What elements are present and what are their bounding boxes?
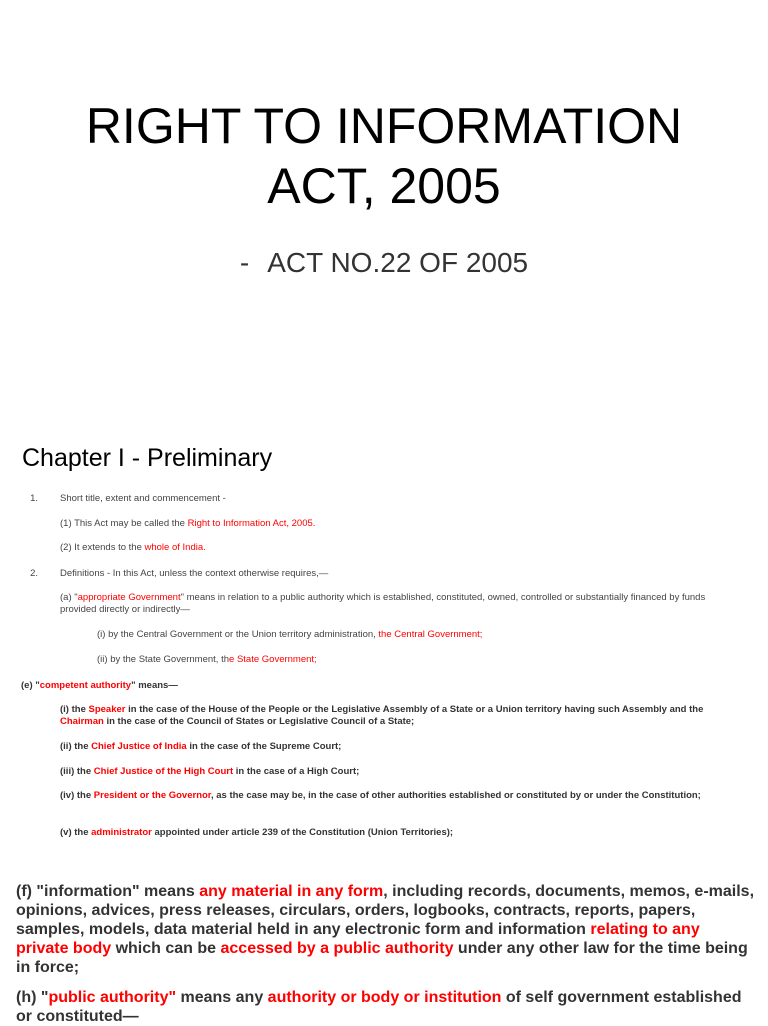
definition-text: of self government established or constituted— <box>16 989 742 1025</box>
definition-text: , including records, documents, memos, e-mails, opinions, advices, press releases, circulars, orders, logbooks, contracts, reports, papers, samples, models, data material held in any electronic form and information <box>16 883 755 938</box>
title-line-1: RIGHT TO INFORMATION <box>85 98 683 154</box>
item-text: Definitions - In this Act, unless the context otherwise requires,— <box>60 568 329 579</box>
title-slide <box>0 0 768 420</box>
sub-item <box>60 592 740 616</box>
sub-item-text: (a) " <box>60 592 78 603</box>
definition-text: in the case of a High Court; <box>233 766 360 777</box>
definition-e-ii <box>60 741 341 753</box>
chapter-title: Chapter I - Preliminary <box>22 444 273 472</box>
definition-text: " means— <box>131 680 178 691</box>
definition-text: in the case of the Supreme Court; <box>186 741 342 752</box>
highlight-text: public authority" <box>48 989 177 1006</box>
highlight-text: Chief Justice of the High Court <box>93 766 234 777</box>
highlight-text: any material in any form <box>199 883 384 900</box>
definition-text: in the case of the House of the People or the Legislative Assembly of a State or a Union territory having such Assembly and the <box>125 704 704 715</box>
highlight-text: e <box>229 654 235 665</box>
definition-text: (h) " <box>16 989 49 1006</box>
highlight-text: whole of India. <box>144 542 206 553</box>
definition-text: (ii) the <box>60 741 92 752</box>
definition-text: appointed under article 239 of the Constitution (Union Territories); <box>151 827 454 838</box>
definition-text: (e) " <box>21 680 40 691</box>
definition-text: in the case of the Council of States or Legislative Council of a State; <box>103 716 415 727</box>
definition-text: (f) "information" means <box>16 883 200 900</box>
sub-item-text: (i) by the Central Government or the Union territory administration, <box>97 629 379 640</box>
definition-e-v <box>60 827 453 839</box>
definition-text: (iv) the <box>60 790 94 801</box>
highlight-text: appropriate Government <box>77 592 181 603</box>
title-line-2: ACT, 2005 <box>267 158 501 214</box>
highlight-text: administrator <box>91 827 152 838</box>
definition-text: (i) the <box>60 704 89 715</box>
highlight-text: authority or body or institution <box>267 989 502 1006</box>
definition-f <box>16 882 756 977</box>
definition-text: means any <box>176 989 268 1006</box>
highlight-text: accessed by a public authority <box>220 940 454 957</box>
highlight-text: Chief Justice of India <box>91 741 187 752</box>
definition-text: (v) the <box>60 827 92 838</box>
item-number: 1. <box>30 493 38 504</box>
definition-e-i <box>60 704 745 728</box>
highlight-text: Speaker <box>88 704 126 715</box>
sub-item-text: " means in relation to a public authority which is established, constituted, owned, controlled or substantially financed by funds provided directly or indirectly— <box>60 592 706 615</box>
highlight-text: the Central Government; <box>378 629 483 640</box>
subtitle-dash: - <box>239 247 250 278</box>
definition-e <box>21 680 178 692</box>
definition-text: (iii) the <box>60 766 94 777</box>
item-text: Short title, extent and commencement - <box>60 493 226 504</box>
sub-item-text: (1) This Act may be called the <box>60 518 188 529</box>
definition-text: which can be <box>111 940 221 957</box>
definition-e-iv <box>60 790 740 802</box>
sub-sub-item <box>97 654 317 666</box>
highlight-text: State Government; <box>234 654 317 665</box>
sub-item <box>60 518 315 530</box>
sub-item <box>60 542 206 554</box>
highlight-text: relating to any private body <box>16 921 700 957</box>
definition-text: , as the case may be, in the case of other authorities established or constituted by or under the Constitution; <box>210 790 701 801</box>
sub-item-text: (ii) by the State Government, th <box>97 654 230 665</box>
slide-title <box>0 96 768 216</box>
subtitle-text: ACT NO.22 OF 2005 <box>267 247 529 278</box>
definition-e-iii <box>60 766 359 778</box>
highlight-text: competent authority <box>39 680 132 691</box>
definition-text: under any other law for the time being in force; <box>16 940 748 976</box>
sub-item-text: (2) It extends to the <box>60 542 145 553</box>
definition-h <box>16 988 756 1026</box>
slide-subtitle <box>0 246 768 280</box>
highlight-text: Chairman <box>60 716 104 727</box>
highlight-text: Right to Information Act, 2005. <box>187 518 316 529</box>
item-number: 2. <box>30 568 38 579</box>
sub-sub-item <box>97 629 482 641</box>
highlight-text: President or the Governor <box>93 790 211 801</box>
